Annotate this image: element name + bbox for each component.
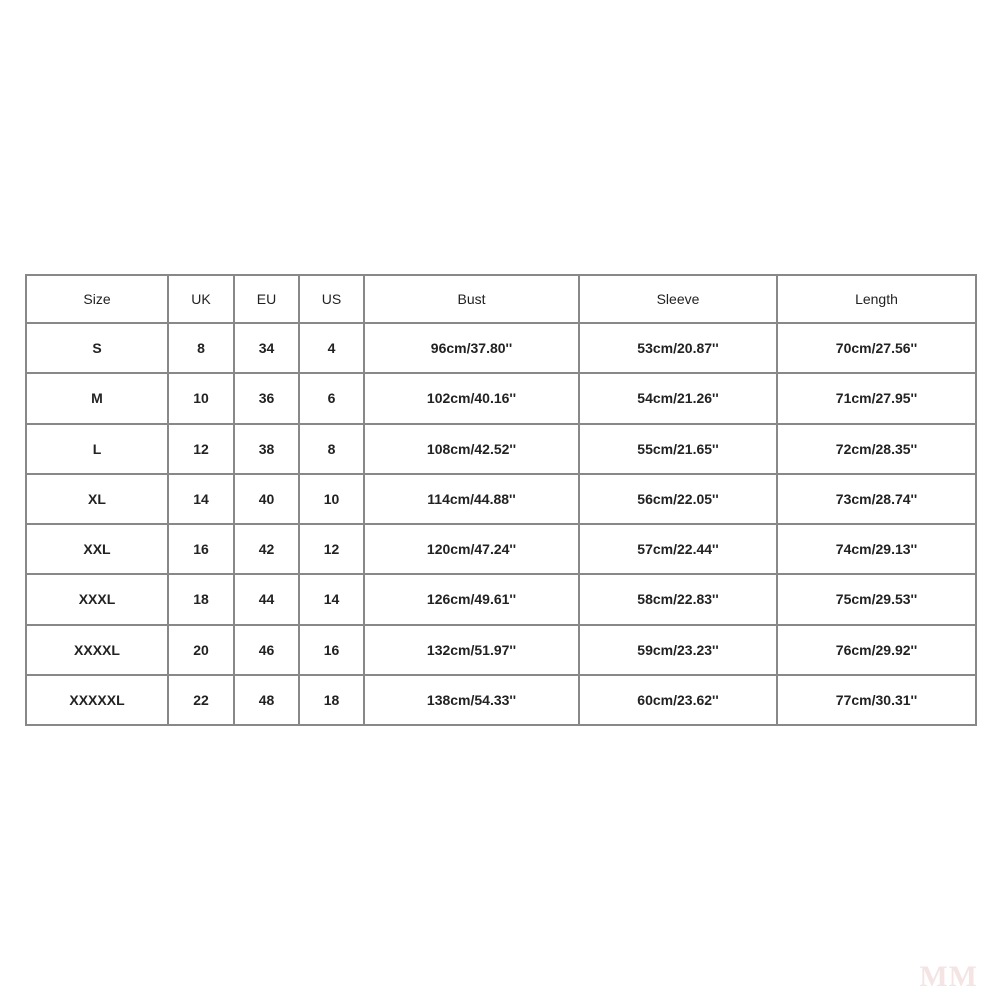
cell-sleeve: 60cm/23.62'' (579, 675, 777, 725)
cell-us: 12 (299, 524, 364, 574)
cell-length: 71cm/27.95'' (777, 373, 976, 423)
header-bust: Bust (364, 275, 579, 323)
size-chart-table (25, 274, 977, 726)
cell-length: 75cm/29.53'' (777, 574, 976, 624)
cell-us: 8 (299, 424, 364, 474)
table-row (26, 424, 976, 474)
cell-uk: 16 (168, 524, 234, 574)
header-sleeve: Sleeve (579, 275, 777, 323)
cell-eu: 48 (234, 675, 299, 725)
header-uk: UK (168, 275, 234, 323)
cell-bust: 96cm/37.80'' (364, 323, 579, 373)
cell-sleeve: 55cm/21.65'' (579, 424, 777, 474)
table-row (26, 524, 976, 574)
cell-sleeve: 59cm/23.23'' (579, 625, 777, 675)
cell-size: S (26, 323, 168, 373)
cell-sleeve: 58cm/22.83'' (579, 574, 777, 624)
cell-bust: 120cm/47.24'' (364, 524, 579, 574)
cell-us: 14 (299, 574, 364, 624)
cell-length: 77cm/30.31'' (777, 675, 976, 725)
cell-bust: 126cm/49.61'' (364, 574, 579, 624)
cell-length: 73cm/28.74'' (777, 474, 976, 524)
cell-sleeve: 54cm/21.26'' (579, 373, 777, 423)
cell-uk: 8 (168, 323, 234, 373)
cell-uk: 22 (168, 675, 234, 725)
cell-eu: 36 (234, 373, 299, 423)
cell-uk: 10 (168, 373, 234, 423)
cell-bust: 138cm/54.33'' (364, 675, 579, 725)
cell-eu: 46 (234, 625, 299, 675)
cell-length: 72cm/28.35'' (777, 424, 976, 474)
header-us: US (299, 275, 364, 323)
cell-us: 6 (299, 373, 364, 423)
cell-uk: 20 (168, 625, 234, 675)
table-row (26, 574, 976, 624)
table-row (26, 323, 976, 373)
header-eu: EU (234, 275, 299, 323)
cell-uk: 12 (168, 424, 234, 474)
cell-bust: 102cm/40.16'' (364, 373, 579, 423)
cell-us: 16 (299, 625, 364, 675)
cell-eu: 38 (234, 424, 299, 474)
cell-size: XXXL (26, 574, 168, 624)
cell-size: M (26, 373, 168, 423)
cell-size: XXXXXL (26, 675, 168, 725)
header-size: Size (26, 275, 168, 323)
cell-length: 70cm/27.56'' (777, 323, 976, 373)
cell-length: 76cm/29.92'' (777, 625, 976, 675)
header-length: Length (777, 275, 976, 323)
cell-sleeve: 56cm/22.05'' (579, 474, 777, 524)
cell-eu: 34 (234, 323, 299, 373)
table-row (26, 675, 976, 725)
cell-length: 74cm/29.13'' (777, 524, 976, 574)
cell-size: XL (26, 474, 168, 524)
cell-eu: 40 (234, 474, 299, 524)
cell-uk: 14 (168, 474, 234, 524)
cell-sleeve: 57cm/22.44'' (579, 524, 777, 574)
table-row (26, 625, 976, 675)
cell-eu: 44 (234, 574, 299, 624)
cell-size: XXL (26, 524, 168, 574)
cell-uk: 18 (168, 574, 234, 624)
table-row (26, 373, 976, 423)
cell-bust: 114cm/44.88'' (364, 474, 579, 524)
watermark-logo: MM (919, 960, 978, 993)
cell-us: 18 (299, 675, 364, 725)
cell-eu: 42 (234, 524, 299, 574)
table-row (26, 474, 976, 524)
table-header-row (26, 275, 976, 323)
cell-size: L (26, 424, 168, 474)
cell-us: 10 (299, 474, 364, 524)
cell-bust: 132cm/51.97'' (364, 625, 579, 675)
cell-size: XXXXL (26, 625, 168, 675)
cell-bust: 108cm/42.52'' (364, 424, 579, 474)
cell-us: 4 (299, 323, 364, 373)
cell-sleeve: 53cm/20.87'' (579, 323, 777, 373)
